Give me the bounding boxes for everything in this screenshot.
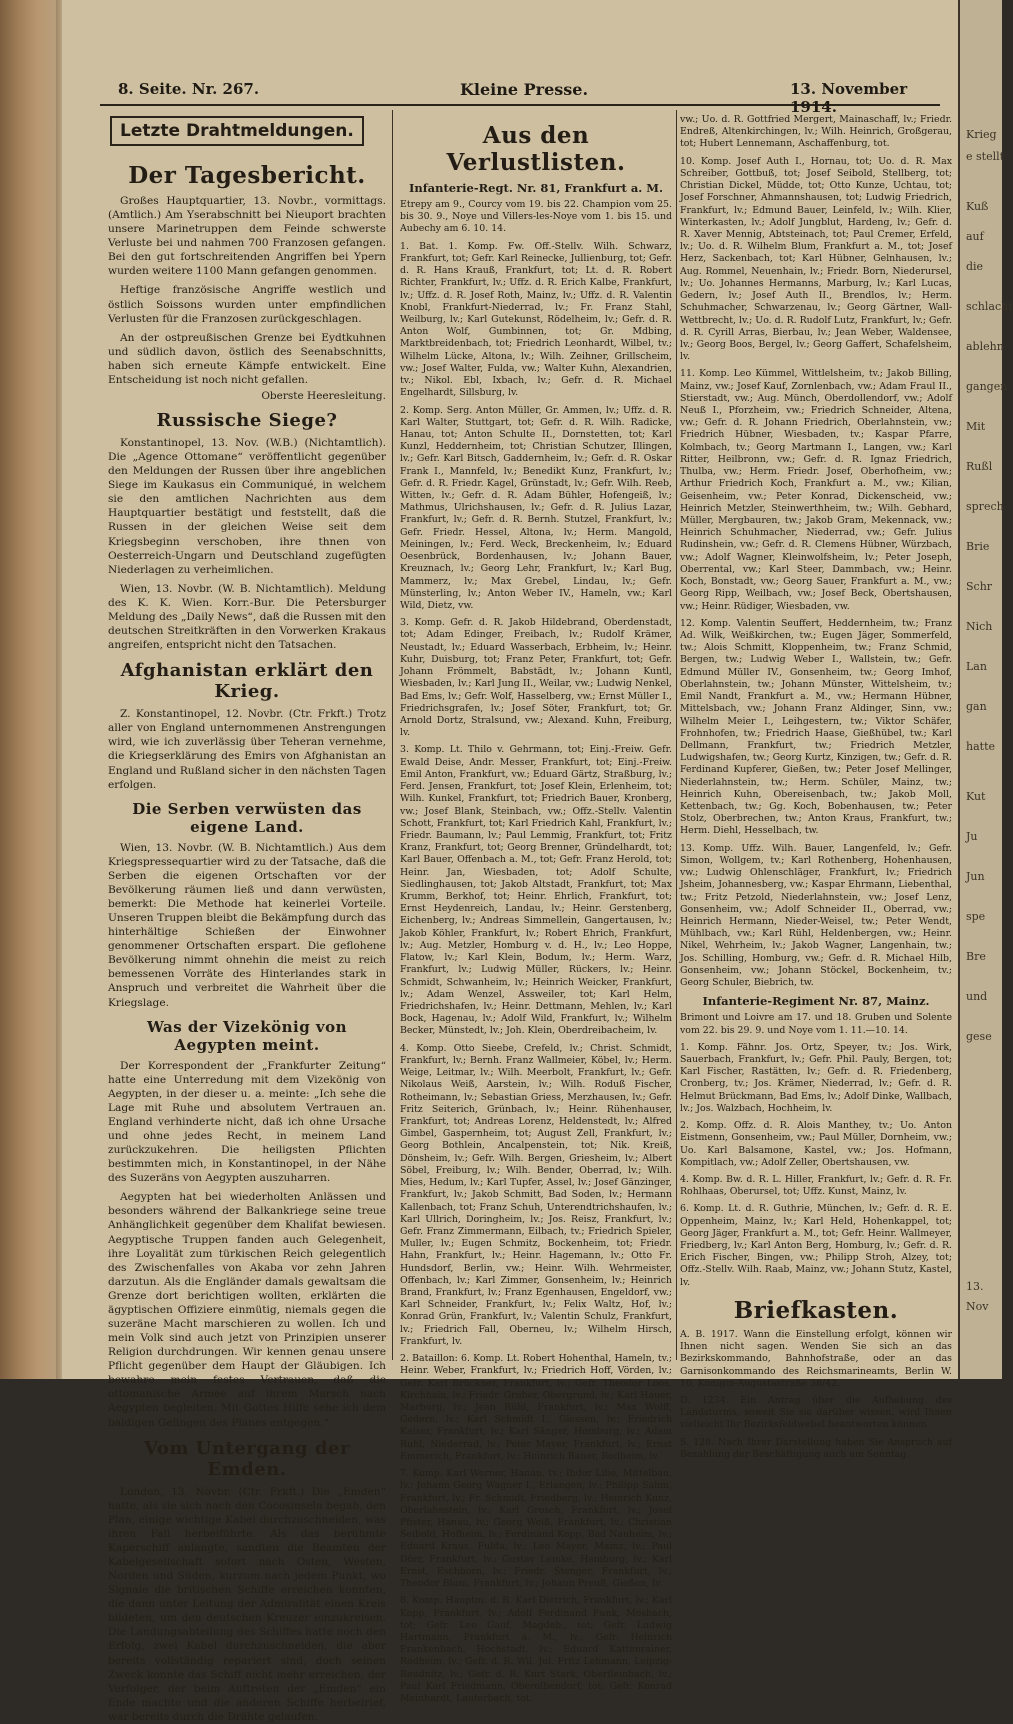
page-header (100, 74, 940, 116)
list-paragraph: Etrepy am 9., Courcy vom 19. bis 22. Champion vom 25. bis 30. 9., Noye und Villers-les-Noye vom 1. bis 15. und Aubechy am 6. 10. 14. (400, 199, 672, 235)
edge-fragment: 13. (966, 1280, 984, 1293)
article-paragraph: Heftige französische Angriffe westlich und östlich Soissons wurden unter empfindlichen Verlusten für die Franzosen zurückgeschlagen. (108, 284, 386, 325)
article-paragraph: An der ostpreußischen Grenze bei Eydtkuhnen und südlich davon, östlich des Seenabschnitts, haben sich erneute Kämpfe entwickelt. Eine Entscheidung ist noch nicht gefallen. (108, 331, 386, 386)
list-paragraph: 1. Bat. 1. Komp. Fw. Off.-Stellv. Wilh. Schwarz, Frankfurt, tot; Gefr. Karl Reinecke, Jullienburg, tot; Gefr. d. R. Hans Krauß, Frankfurt, tot; Lt. d. R. Robert Richter, Frankfurt, lv.; Uffz. d. R. Erich Kalbe, Frankfurt, lv.; Uffz. d. R. Josef Roth, Mainz, lv.; Uffz. d. R. Valentin Knobl, Frankfurt-Niederrad, lv.; Fr. Franz Stahl, Weilburg, lv.; Karl Gutekunst, Rödelheim, lv.; Gefr. d. R. Anton Wolf, Gumbinnen, tot; Gr. Mdbing, Marktbreidenbach, tot; Friedrich Leonhardt, Wilbel, tv.; Wilhelm Lücke, Altona, lv.; Wilh. Zeihner, Grillscheim, vw.; Josef Walter, Fulda, vw.; Walter Kuhn, Alexandrien, tv.; Nikol. Ebl, Ixbach, lv.; Gefr. d. R. Michael Engelhardt, Sillsburg, lv. (400, 240, 672, 399)
list-paragraph: vw.; Uo. d. R. Gottfried Mergert, Mainaschaff, lv.; Friedr. Endreß, Altenkirchingen, lv.; Wilh. Heinrich, Großgerau, tot; Hubert Lennemann, Aschaffenburg, tot. (680, 114, 952, 150)
edge-fragment: Mit (966, 420, 986, 433)
edge-fragment: gangen (966, 380, 1008, 393)
edge-fragment: spe (966, 910, 986, 923)
edge-fragment: Lan (966, 660, 987, 673)
edge-fragment: Krieg (966, 128, 997, 141)
headline-daily-report: Der Tagesbericht. (128, 162, 366, 189)
edge-fragment: Kut (966, 790, 986, 803)
edge-fragment: Bre (966, 950, 986, 963)
article-paragraph: Der Korrespondent der „Frankfurter Zeitung“ hatte eine Unterredung mit dem Vizekönig von Aegypten, in der dieser u. a. meinte: „Ich sehe die Lage mit Ruhe und absolutem Vertrauen an. England verhinderte nicht, daß ich ohne Ursache und ohne jedes Recht, in meinem Land zurückzukehren. Die heiligsten Pflichten bestimmten mich, in Konstantinopel, in der Nähe des Suzeräns von Aegypten auszuharren. (108, 1059, 386, 1185)
column-rule (676, 110, 677, 1360)
list-paragraph: 4. Komp. Bw. d. R. L. Hiller, Frankfurt, lv.; Gefr. d. R. Fr. Rohlhaas, Oberursel, tot; Uffz. Kunst, Mainz, lv. (680, 1173, 952, 1198)
edge-fragment: ablehn (966, 340, 1004, 353)
list-paragraph: 3. Komp. Lt. Thilo v. Gehrmann, tot; Einj.-Freiw. Gefr. Ewald Deise, Andr. Messer, Frankfurt, tot; Einj.-Freiw. Emil Anton, Frankfurt, vw.; Eduard Gärtz, Straßburg, lv.; Ferd. Jensen, Frankfurt, tot; Josef Klein, Erlenheim, tot; Wilh. Kunkel, Frankfurt, tot; Friedrich Bauer, Kronberg, vw.; Josef Blank, Steinbach, vw.; Offz.-Stellv. Valentin Schott, Frankfurt, tot; Karl Friedrich Kahl, Frankfurt, lv.; Friedr. Baumann, lv.; Paul Lemmig, Frankfurt, tot; Fritz Kranz, Frankfurt, tot; Georg Brenner, Gründelhardt, tot; Karl Bauer, Offenbach a. M., tot; Gefr. Franz Herold, tot; Heinr. Jan, Wiesbaden, tot; Adolf Schulte, Siedlinghausen, tot; Jakob Altstadt, Frankfurt, tot; Max Krumm, Berkhof, tot; Heinr. Ehrlich, Frankfurt, tot; Ernst Heydenreich, Landau, lv.; Heinr. Gerstenberg, Eichenberg, lv.; Andreas Simmellein, Gangertausen, lv.; Jakob Köhler, Frankfurt, lv.; Robert Ehrich, Frankfurt, lv.; Aug. Metzler, Homburg v. d. H., lv.; Leo Hoppe, Flatow, lv.; Karl Klein, Bodum, lv.; Herm. Warz, Frankfurt, lv.; Ludwig Müller, Rückers, lv.; Heinr. Schmidt, Schwanheim, lv.; Heinrich Weicker, Frankfurt, lv.; Adam Wenzel, Assweiler, tot; Karl Helm, Friedrichshafen, lv.; Heinr. Dettmann, Mehlen, lv.; Karl Bock, Hagenau, lv.; Adolf Wild, Frankfurt, lv.; Wilhelm Becker, Münstedt, lv.; Joh. Klein, Oberdreibacheim, lv. (400, 744, 672, 1037)
headline-russian-victories: Russische Siege? (156, 410, 338, 432)
headline-serbs: Die Serben verwüsten das eigene Land. (132, 799, 362, 836)
masthead: Kleine Presse. (460, 80, 589, 99)
edge-fragment: e stellt (966, 150, 1005, 163)
list-paragraph: 10. Komp. Josef Auth I., Hornau, tot; Uo. d. R. Max Schreiber, Gottbuß, tot; Josef Seibold, Stellberg, tot; Christian Dickel, Müdde, tot; Otto Kunze, Uchtau, tot; Josef Forschner, Ahmannshausen, tot; Ludwig Friedrich, Frankfurt, lv.; Edmund Bauer, Leinfeld, lv.; Wilh. Klier, Winterkasten, lv.; Adolf Jungblut, Hardeng, lv.; Gefr. d. R. Xaver Mennig, Abtsteinach, tot; Paul Cremer, Erfeld, lv.; Uo. d. R. Wilhelm Blum, Frankfurt a. M., tot; Josef Herz, Sackenbach, tot; Karl Hübner, Gelnhausen, lv.; Aug. Rommel, Neuenhain, lv.; Friedr. Born, Niederursel, lv.; Uo. Johannes Hermanns, Marburg, lv.; Karl Lucas, Gedern, lv.; Josef Auth II., Brendlos, lv.; Herm. Schuhmacher, Schwarzenau, lv.; Georg Gärtner, Wall-Wettbrecht, lv.; Uo. d. R. Rudolf Lutz, Frankfurt, lv.; Gefr. d. R. Cyrill Arras, Bierbau, lv.; Jean Weber, Waldensee, lv.; Georg Boos, Bergel, lv.; Georg Gaffert, Schafelsheim, lv. (680, 155, 952, 363)
list-paragraph: 3. Komp. Gefr. d. R. Jakob Hildebrand, Oberdenstadt, tot; Adam Edinger, Freibach, lv.; Rudolf Krämer, Neustadt, lv.; Eduard Wasserbach, Erbheim, lv.; Heinr. Kuhr, Duisburg, tot; Franz Peter, Frankfurt, tot; Gefr. Johann Frömmelt, Babstädt, lv.; Johann Kuntl, Wiesbaden, lv.; Karl Jung II., Weilar, vw.; Ludwig Nenkel, Bad Ems, lv.; Gefr. Wolf, Hasselberg, vw.; Ernst Müller I., Friedrichsgrafen, lv.; Josef Söter, Frankfurt, tot; Gr. Arnold Dortz, Stralsund, vw.; Alexand. Kuhn, Freiburg, lv. (400, 617, 672, 739)
list-paragraph: 8. Komp. Hauptm. d. R. Karl Dietrich, Frankfurt, lv.; Karl Kopp, Frankfurt, lv.; Adolf Ferdinand Funk, Mosbach, tot; Gefr. Leo Gauf, Magdeb., tot; Gefr. Ludwig Hartmann, Frankfurt a. M., lv.; Gefr. Heinrich Frankenbach, Hochstadt, lv.; Eduard Kattenrainer, Rodheim, lv.; Gefr. d. R. Wil. Jul. Fritz Lehmann, Leipzig-Reudnitz, lv.; Gefr. d. R. Kurt Stark, Oberfleinbach, lv.; Paul Karl Friedmann, Oberolbendorf, tot; Gefr. Konrad Meinhardt, Lauterbach, tot. (400, 1595, 672, 1705)
edge-fragment: schlacht (966, 300, 1013, 313)
edge-fragment: auf (966, 230, 984, 243)
edge-fragment: Ju (966, 830, 978, 843)
section-title-latest-wires: Letzte Drahtmeldungen. (110, 116, 364, 146)
article-signature: Oberste Heeresleitung. (261, 390, 386, 403)
edge-fragment: gan (966, 700, 987, 713)
article-paragraph: London, 13. Novbr. (Ctr. Frkft.) Die „Emden“ hatte, als sie sich nach den Cocosinseln begab, den Plan, einige wichtige Kabel durchzuschneiden, was ihren Fall herbeiführte. Als das berühmte Kaperschiff anlangte, sandten die Beamten der Kabelgesellschaft sofort nach Osten, Westen, Norden und Süden, kurzum nach jedem Punkt, wo Signale die britischen Schiffe erreichen konnten, die dann unter Leitung der Admiralität einen Kreis bildeten, um den deutschen Kreuzer einzukreisen. Die Landungsabteilung des Schiffes hatte noch den Erfolg, zwei Kabel durchzuschneiden, die aber bereits vollständig repariert sind, doch seinen Zweck konnte das Schiff nicht mehr erreichen, der Verfolger, der beim Auftreten der „Emden“ ein Ende machte und die anderen Schiffe herbeirief, war bereits durch die Drähte gelaufen. (108, 1485, 386, 1723)
article-paragraph: Konstantinopel, 13. Nov. (W.B.) (Nichtamtlich). Die „Agence Ottomane“ veröffentlicht gegenüber den Meldungen der Russen über ihre angeblichen Siege im Kaukasus ein Communiqué, in welchem sie den amtlichen Nachrichten aus dem Hauptquartier bestätigt und feststellt, daß die Russen in der gleichen Weise seit dem Kriegsbeginn verschoben, ihre thnen von Oesterreich-Ungarn und Deutschland zugefügten Niederlagen zu verheimlichen. (108, 437, 386, 576)
letterbox-paragraph: S. 128. Nach Ihrer Darstellung haben Sie Anspruch auf Bezahlung der Beschäftigung auch am Sonntag. (680, 1436, 952, 1460)
letterbox-paragraph: A. B. 1917. Wann die Einstellung erfolgt, können wir Ihnen nicht sagen. Wenden Sie sich an das Bezirkskommando, Bahnhofstraße, oder an das Garnisonkommando des Reichsmarineamts, Berlin W. 10, Königin-Augustastraße 38/42. (680, 1328, 952, 1389)
letterbox-paragraph: D. 1234. Ein Antrag über die Aufhebung des Landsturms, soweit Sie sie darüber wissen, wird Ihnen vielleicht Ihr Bezirksfeldwebel beantworten können. (680, 1395, 952, 1431)
headline-viceroy-egypt: Was der Vizekönig von Aegypten meint. (146, 1017, 348, 1054)
edge-fragment: Schr (966, 580, 993, 593)
list-paragraph: 12. Komp. Valentin Seuffert, Heddernheim, tw.; Franz Ad. Wilk, Weißkirchen, tw.; Eugen Jäger, Sommerfeld, tw.; Alois Schmitt, Kloppenheim, tw.; Franz Schmid, Bergen, tw.; Ludwig Weber I., Wallstein, tw.; Gefr. Edmund Müller IV., Gonsenheim, tw.; Georg Imhof, Oberlahnstein, tw.; Johann Münster, Wittelsheim, tv.; Emil Nandt, Frankfurt a. M., vw.; Hermann Hübner, Mittelsbach, vw.; Johann Franz Aldinger, Sinn, vw.; Wilhelm Meier I., Leihgestern, tw.; Viktor Schäfer, Frohnhofen, tw.; Friedrich Haase, Gießhübel, tw.; Karl Dellmann, Frankfurt, tw.; Friedrich Metzler, Ludwigshafen, tw.; Georg Kurtz, Kinzigen, tw.; Gefr. d. R. Ferdinand Kupferer, Gießen, tw.; Peter Josef Mellinger, Niederlahnstein, tw.; Herm. Schüler, Mainz, tw.; Heinrich Kuhn, Obereisenbach, tw.; Jakob Moll, Kettenbach, tw.; Gg. Koch, Bobenhausen, tw.; Peter Stolz, Oberbrechen, tw.; Anton Kraus, Frankfurt, tw.; Herm. Diehl, Hesselbach, tw. (680, 617, 952, 837)
edge-fragment: Nov (966, 1300, 989, 1313)
article-paragraph: Wien, 13. Novbr. (W. B. Nichtamtlich.) Aus dem Kriegspressequartier wird zu der Tatsache, daß die Serben die eigenen Ortschaften vor der Bevölkerung räumen ließ und dann verwüsten, bemerkt: Die Methode hat keinerlei Vorteile. Unseren Truppen bleibt die Bekämpfung durch das hinterhältige Schießen der Einwohner genommener Ortschaften erspart. Die geflohene Bevölkerung nimmt ohnehin die meist zu reich bemessenen Vorräte des Hinterlandes stark in Anspruch und verbreitet die Wahrheit über die Kriegslage. (108, 841, 386, 1009)
issue-date: 13. November 1914. (790, 80, 908, 116)
adjacent-page-edge (958, 0, 1013, 1379)
column-casualty-continued (680, 114, 952, 1460)
edge-fragment: Kuß (966, 200, 989, 213)
headline-casualty-lists: Aus den Verlustlisten. (446, 122, 626, 176)
headline-letterbox: Briefkasten. (733, 1296, 899, 1324)
edge-fragment: Brie (966, 540, 990, 553)
article-paragraph: Großes Hauptquartier, 13. Novbr., vormittags. (Amtlich.) Am Yserabschnitt bei Nieuport brachten unsere Marinetruppen dem Feinde schwerste Verluste bei und nahmen 700 Franzosen gefangen. Bei den gut fortschreitenden Angriffen bei Ypern wurden weitere 1100 Mann gefangen genommen. (108, 195, 386, 278)
regiment-heading: Infanterie-Regt. Nr. 81, Frankfurt a. M. (408, 181, 664, 195)
headline-afghanistan: Afghanistan erklärt den Krieg. (120, 660, 374, 703)
list-paragraph: 2. Komp. Serg. Anton Müller, Gr. Ammen, lv.; Uffz. d. R. Karl Walter, Stuttgart, tot; Gefr. d. R. Wilh. Radicke, Hanau, tot; Anton Schulte II., Dornstetten, tot; Karl Kunzl, Heddernheim, tot; Christian Schutzer, Illingen, lv.; Gefr. Karl Bitsch, Gaddernheim, lv.; Gefr. d. R. Oskar Frank I., Mannfeld, lv.; Benedikt Kunz, Frankfurt, lv.; Gefr. d. R. Friedr. Kagel, Grünstadt, lv.; Gefr. Wilh. Reeb, Witten, lv.; Gefr. d. R. Adam Bühler, Hofengeiß, lv.; Mathmus, Ulrichshausen, lv.; Gefr. d. R. Julius Lazar, Frankfurt, lv.; Gefr. d. R. Bernh. Stutzel, Frankfurt, lv.; Gefr. Friedr. Hessel, Altona, lv.; Herm. Mangold, Meiningen, lv.; Ferd. Weck, Breckenheim, lv.; Eduard Oesenbrück, Bordenhausen, lv.; Johann Bauer, Kreuznach, lv.; Georg Lehr, Frankfurt, lv.; Karl Bug, Mammerz, lv.; Max Grebel, Lindau, lv.; Gefr. Münsterling, lv.; Anton Weber IV., Hameln, vw.; Karl Wild, Dietz, vw. (400, 404, 672, 611)
article-paragraph: Wien, 13. Novbr. (W. B. Nichtamtlich). Meldung des K. K. Wien. Korr.-Bur. Die Petersburger Meldung des „Daily News“, daß die Russen mit den deutschen Streitkräften in den Vorwerken Krakaus angreifen, entspricht nicht den Tatsachen. (108, 582, 386, 652)
book-binding (0, 0, 62, 1379)
list-paragraph: Brimont und Loivre am 17. und 18. Gruben und Solente vom 22. bis 29. 9. und Noye vom 1. 11.—10. 14. (680, 1012, 952, 1036)
regiment-heading: Infanterie-Regiment Nr. 87, Mainz. (702, 994, 930, 1009)
edge-fragment: die (966, 260, 984, 273)
edge-fragment: Rußl (966, 460, 993, 473)
edge-fragment: sprech (966, 500, 1004, 513)
list-paragraph: 2. Komp. Offz. d. R. Alois Manthey, tv.; Uo. Anton Eistmenn, Gonsenheim, vw.; Paul Müller, Dornheim, vw.; Uo. Karl Balsamone, Kastel, vw.; Jos. Hofmann, Kompitlach, vw.; Adolf Zeller, Obertshausen, vw. (680, 1120, 952, 1168)
headline-emden: Vom Untergang der Emden. (144, 1437, 350, 1480)
column-latest-news (108, 114, 386, 1723)
newspaper-sheet (100, 74, 952, 1723)
article-paragraph: Aegypten hat bei wiederholten Anlässen und besonders während der Balkankriege seine treue Anhänglichkeit gegenüber dem Khalifat bewiesen. Aegyptische Truppen fanden auch Gelegenheit, ihre Loyalität zum türkischen Reich gelegentlich des Zwischenfalles von Akaba vor zehn Jahren darzutun. Als die Engländer damals gewaltsam die Grenze dort berichtigen wollten, erklärten die ägyptischen Offiziere einmütig, niemals gegen die suzeräne Macht marschieren zu wollen. Ich und mein Volk sind auch jetzt von Prinzipien unserer Religion durchdrungen. Wir kennen genau unsere Pflicht gegenüber dem Haupt der Gläubigen. Ich bewahre mein festes Vertrauen, daß die ottomanische Armee auf ihrem Marsch nach Aegypten begleiten. Mit Gottes Hilfe sehe ich dem baldigen Gelingen des Planes entgegen.“ (108, 1191, 386, 1429)
list-paragraph: 1. Komp. Fähnr. Jos. Ortz, Speyer, tv.; Jos. Wirk, Sauerbach, Frankfurt, lv.; Gefr. Phil. Pauly, Bergen, tot; Karl Fischer, Rastätten, lv.; Gefr. d. R. Friedenberg, Cronberg, tv.; Jos. Krämer, Niederrad, lv.; Gefr. d. R. Helmut Brückmann, Bad Ems, lv.; Adolf Dinke, Wallbach, lv.; Jos. Walzbach, Hochheim, lv. (680, 1041, 952, 1114)
edge-fragment: hatte (966, 740, 995, 753)
list-paragraph: 6. Komp. Lt. d. R. Guthrie, München, lv.; Gefr. d. R. E. Oppenheim, Mainz, lv.; Karl Held, Hohenkappel, tot; Georg Jäger, Frankfurt a. M., tot; Gefr. Heinr. Wallmeyer, Friedberg, lv.; Karl Anton Berg, Homburg, lv.; Gefr. d. R. Erich Fischer, Bingen, vw.; Philipp Stroh, Alzey, tot; Offz.-Stellv. Wilh. Raab, Mainz, vw.; Johann Stutz, Kastel, lv. (680, 1203, 952, 1288)
list-paragraph: 11. Komp. Leo Kümmel, Wittlelsheim, tv.; Jakob Billing, Mainz, vw.; Josef Kauf, Zornlenbach, vw.; Adam Fraul II., Stierstadt, vw.; Aug. Münch, Oberdollendorf, vw.; Adolf Neuß I., Pforzheim, vw.; Friedrich Schneider, Altena, vw.; Gefr. d. R. Johann Friedrich, Oberlahnstein, vw.; Friedrich Hübner, Wiesbaden, tv.; Kaspar Pfarre, Kolmbach, tv.; Georg Martmann I., Langen, vw.; Karl Ritter, Heilbronn, vw.; Gefr. d. R. Ignaz Friedrich, Thulba, vw.; Herm. Friedr. Josef, Oberhofheim, vw.; Arthur Friedrich Koch, Frankfurt a. M., vw.; Kilian, Geisenheim, vw.; Peter Konrad, Dickenscheid, vw.; Heinrich Metzler, Steinwerthheim, tw.; Wilh. Gebhard, Müller, Mergbauren, tw.; Jakob Gram, Mekennack, vw.; Heinrich Schuhmacher, Niederrad, vw.; Gefr. Julius Rudinshein, vw.; Gefr. d. R. Clemens Hübner, Würzbach, vw.; Adolf Wagner, Kleinwolfsheim, lv.; Peter Joseph, Oberrental, vw.; Karl Steer, Dammbach, vw.; Heinr. Koch, Bonstadt, vw.; Georg Sauer, Frankfurt a. M., vw.; Georg Ripp, Weilbach, vw.; Josef Beck, Obertshausen, vw.; Heinr. Rüdiger, Wiesbaden, vw. (680, 368, 952, 612)
list-paragraph: 7. Komp. Karl Werner, Hanau, tv.; Ihdor Lilie, Mittelbau, lv.; Johann Georg Wagner I., Erlangen, lv.; Philipp Sahm, Frankfurt, lv.; Fr. Schmidt, Friedberg, lv.; Heinrich Kunz, Oberlahnstein, lv.; Karl Grosch, Frankfurt, lv.; Josef Pfister, Hanau, lv.; Georg Weiß, Frankfurt, lv.; Christian Seibold, Hofheim, lv.; Ferdinand Kopp, Bad Nauheim, lv.; Eduard Kraus, Fulda, lv.; Leo Mayer, Mainz, lv.; Paul Dörr, Frankfurt, lv.; Gustav Lemke, Hamburg, lv.; Karl Ernst, Eschborn, lv.; Friedr. Stenger, Frankfurt, lv.; Theodor Blum, Frankfurt, lv.; Johann Preuß, Gießen, lv. (400, 1468, 672, 1590)
edge-fragment: und (966, 990, 988, 1003)
edge-fragment: Nich (966, 620, 993, 633)
list-paragraph: 4. Komp. Otto Sieebe, Crefeld, lv.; Christ. Schmidt, Frankfurt, lv.; Bernh. Franz Wallmeier, Köbel, lv.; Herm. Weige, Leitmar, lv.; Wilh. Meerbolt, Frankfurt, lv.; Gefr. Nikolaus Weiß, Aarstein, lv.; Wilh. Roduß Fischer, Rotheimann, lv.; Sebastian Griess, Merzhausen, lv.; Gefr. Fritz Seiterich, Grünbach, lv.; Heinr. Rühenhauser, Frankfurt, tot; Andreas Lorenz, Heldenstedt, lv.; Alfred Gimbel, Gaspernheim, tot; August Zell, Frankfurt, lv.; Georg Bothlein, Ancalpenstein, tot; Nik. Kreiß, Dönsheim, lv.; Gefr. Wilh. Bergen, Griesheim, lv.; Albert Söbel, Freiburg, lv.; Wilh. Bender, Oberrad, lv.; Wilh. Mies, Hedum, lv.; Karl Tupfer, Assel, lv.; Josef Gänzinger, Frankfurt, lv.; Jakob Schmitt, Bad Soden, lv.; Hermann Kallenbach, tot; Franz Schuh, Unterendtrichshaufen, lv.; Karl Ullrich, Doringheim, lv.; Jos. Reisz, Frankfurt, lv.; Gefr. Franz Zimmermann, Eilbach, tv.; Friedrich Spieler, Muller, lv.; Eugen Schmitz, Bockenheim, tot; Friedr. Hahn, Frankfurt, lv.; Heinr. Hagemann, lv.; Otto Fr. Hundsdorf, Berlin, vw.; Heinr. Wilh. Wehrmeister, Offenbach, lv.; Karl Zimmer, Gonsenheim, lv.; Heinrich Brand, Frankfurt, lv.; Franz Egenhausen, Engeldorf, vw.; Karl Schneider, Frankfurt, lv.; Felix Waltz, Hof, lv.; Konrad Grün, Frankfurt, lv.; Valentin Schulz, Frankfurt, lv.; Friedrich Fall, Oberneu, lv.; Wilhelm Hirsch, Frankfurt, lv. (400, 1042, 672, 1347)
edge-fragment: gese (966, 1030, 992, 1043)
list-paragraph: 2. Bataillon: 6. Komp. Lt. Robert Hohenthal, Hameln, tv.; Heinr. Weber, Frankfurt, lv.; Friedrich Hoff, Vörden, lv.; Gefr. Karl Brückner, Frankfurt, lv.; Gefr. Theodor Loos, Kirchhain, lv.; Friedr. Gruber, Obergrund, lv.; Karl Hauer, Marburg, lv.; Jean Rühl, Frankfurt, lv.; Max Wolff, Gedern, lv.; Karl Schmidt I., Giessen, lv.; Friedrich Kaiser, Frankfurt, lv.; Karl Sänger, Homburg, lv.; Adam Ruhl, Niederrad, lv.; Peter Mayer, Frankfurt, lv.; Ernst Emmerich, Frankfurt, lv.; Heinrich Bauer, Rodheim, lv. (400, 1353, 672, 1462)
edge-fragment: Jun (966, 870, 985, 883)
column-rule (392, 110, 393, 1360)
list-paragraph: 13. Komp. Uffz. Wilh. Bauer, Langenfeld, lv.; Gefr. Simon, Wollgem, tv.; Karl Rothenberg, Hohenhausen, vw.; Ludwig Ohlenschläger, Frankfurt, lv.; Friedrich Jsheim, Johannesberg, vw.; Kaspar Ehrmann, Liebenthal, tw.; Fritz Petzold, Niederlahnstein, vw.; Josef Lenz, Gonsenheim, vw.; Adolf Schneider II., Oberrad, vw.; Heinrich Hermann, Nieder-Weisel, tw.; Peter Wendt, Mühlbach, vw.; Karl Rühl, Heldenbergen, vw.; Heinr. Nikel, Wehrheim, lv.; Jakob Wagner, Langenhain, tw.; Jos. Schilling, Homburg, vw.; Gefr. d. R. Michael Hilb, Gonsenheim, vw.; Johann Stöckel, Bockenheim, tv.; Georg Schuler, Biebrich, tw. (680, 842, 952, 989)
page-number: 8. Seite. Nr. 267. (118, 80, 260, 98)
article-paragraph: Z. Konstantinopel, 12. Novbr. (Ctr. Frkft.) Trotz aller von England unternommenen Anstrengungen wird, wie ich zuverlässig über Teheran vernehme, die Kriegserklärung des Emirs von Afghanistan an England und Rußland sicher in den nächsten Tagen erfolgen. (108, 708, 386, 791)
column-casualty-lists (400, 114, 672, 1705)
